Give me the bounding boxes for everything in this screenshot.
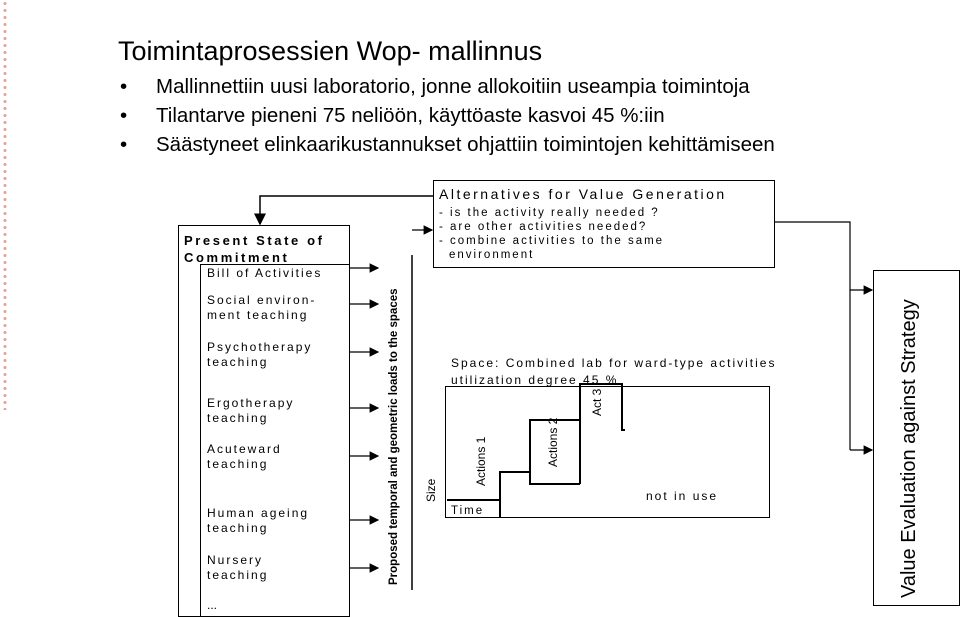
activity-item [207, 553, 268, 583]
bullet-item: • Säästyneet elinkaarikustannukset ohjattiin toimintojen kehittämiseen [118, 130, 775, 159]
size-axis-label: Size [424, 478, 438, 502]
feedback-arrow [260, 196, 433, 224]
space-line: Space: Combined lab for ward-type activities [451, 356, 777, 370]
bill-label: Bill of Activities [207, 266, 323, 280]
alternatives-line: - are other activities needed? [439, 221, 648, 233]
activity-item [207, 396, 294, 426]
present-state-title-line: Present State of [184, 233, 325, 248]
bullet-item: • Mallinnettiin uusi laboratorio, jonne allokoitiin useampia toimintoja [118, 72, 775, 101]
alternatives-line: - combine activities to the same [439, 235, 665, 247]
time-axis-label: Time [451, 505, 485, 517]
alternatives-title: Alternatives for Value Generation [439, 186, 727, 202]
bill-vertical-divider [200, 264, 201, 617]
present-state-title-line: Commitment [184, 250, 290, 265]
activity-line: ment teaching [207, 308, 309, 322]
activity-item [207, 340, 312, 370]
activity-item [207, 506, 309, 536]
activity-line: Ergotherapy [207, 396, 295, 410]
activity-line: Human ageing [207, 506, 310, 520]
present-state-title [184, 232, 325, 266]
activity-item [207, 293, 316, 323]
activity-line: Acuteward [207, 442, 282, 456]
bill-divider [200, 264, 350, 265]
activity-line: teaching [207, 457, 269, 471]
alternatives-line: environment [449, 249, 535, 261]
space-usage-chart [445, 386, 770, 518]
activity-item [207, 442, 282, 472]
to-strategy-arrow [775, 222, 872, 290]
alternatives-line: - is the activity really needed ? [439, 207, 660, 219]
activity-line: Social environ- [207, 293, 317, 307]
proposed-label: Proposed temporal and geometric loads to the spaces [388, 288, 400, 585]
step-label-actions-2: Actions 2 [546, 417, 560, 467]
activity-ellipsis: ... [207, 598, 218, 612]
alternatives-list [439, 206, 664, 262]
activity-line: teaching [207, 355, 269, 369]
page-title: Toimintaprosessien Wop- mallinnus [118, 36, 543, 66]
strategy-label: Value Evaluation against Strategy [898, 299, 920, 598]
activity-line: Nursery [207, 553, 264, 567]
activity-line: teaching [207, 568, 269, 582]
activity-line: teaching [207, 521, 269, 535]
activity-line: Psychotherapy [207, 340, 313, 354]
step-label-actions-1: Actions 1 [474, 436, 488, 486]
space-description [451, 355, 776, 389]
bullet-item: • Tilantarve pieneni 75 neliöön, käyttöaste kasvoi 45 %:iin [118, 101, 775, 130]
space-line: utilization degree 45 % [451, 373, 619, 387]
activity-line: teaching [207, 411, 269, 425]
not-in-use-label: not in use [646, 489, 719, 503]
step-label-act-3: Act 3 [590, 388, 604, 416]
